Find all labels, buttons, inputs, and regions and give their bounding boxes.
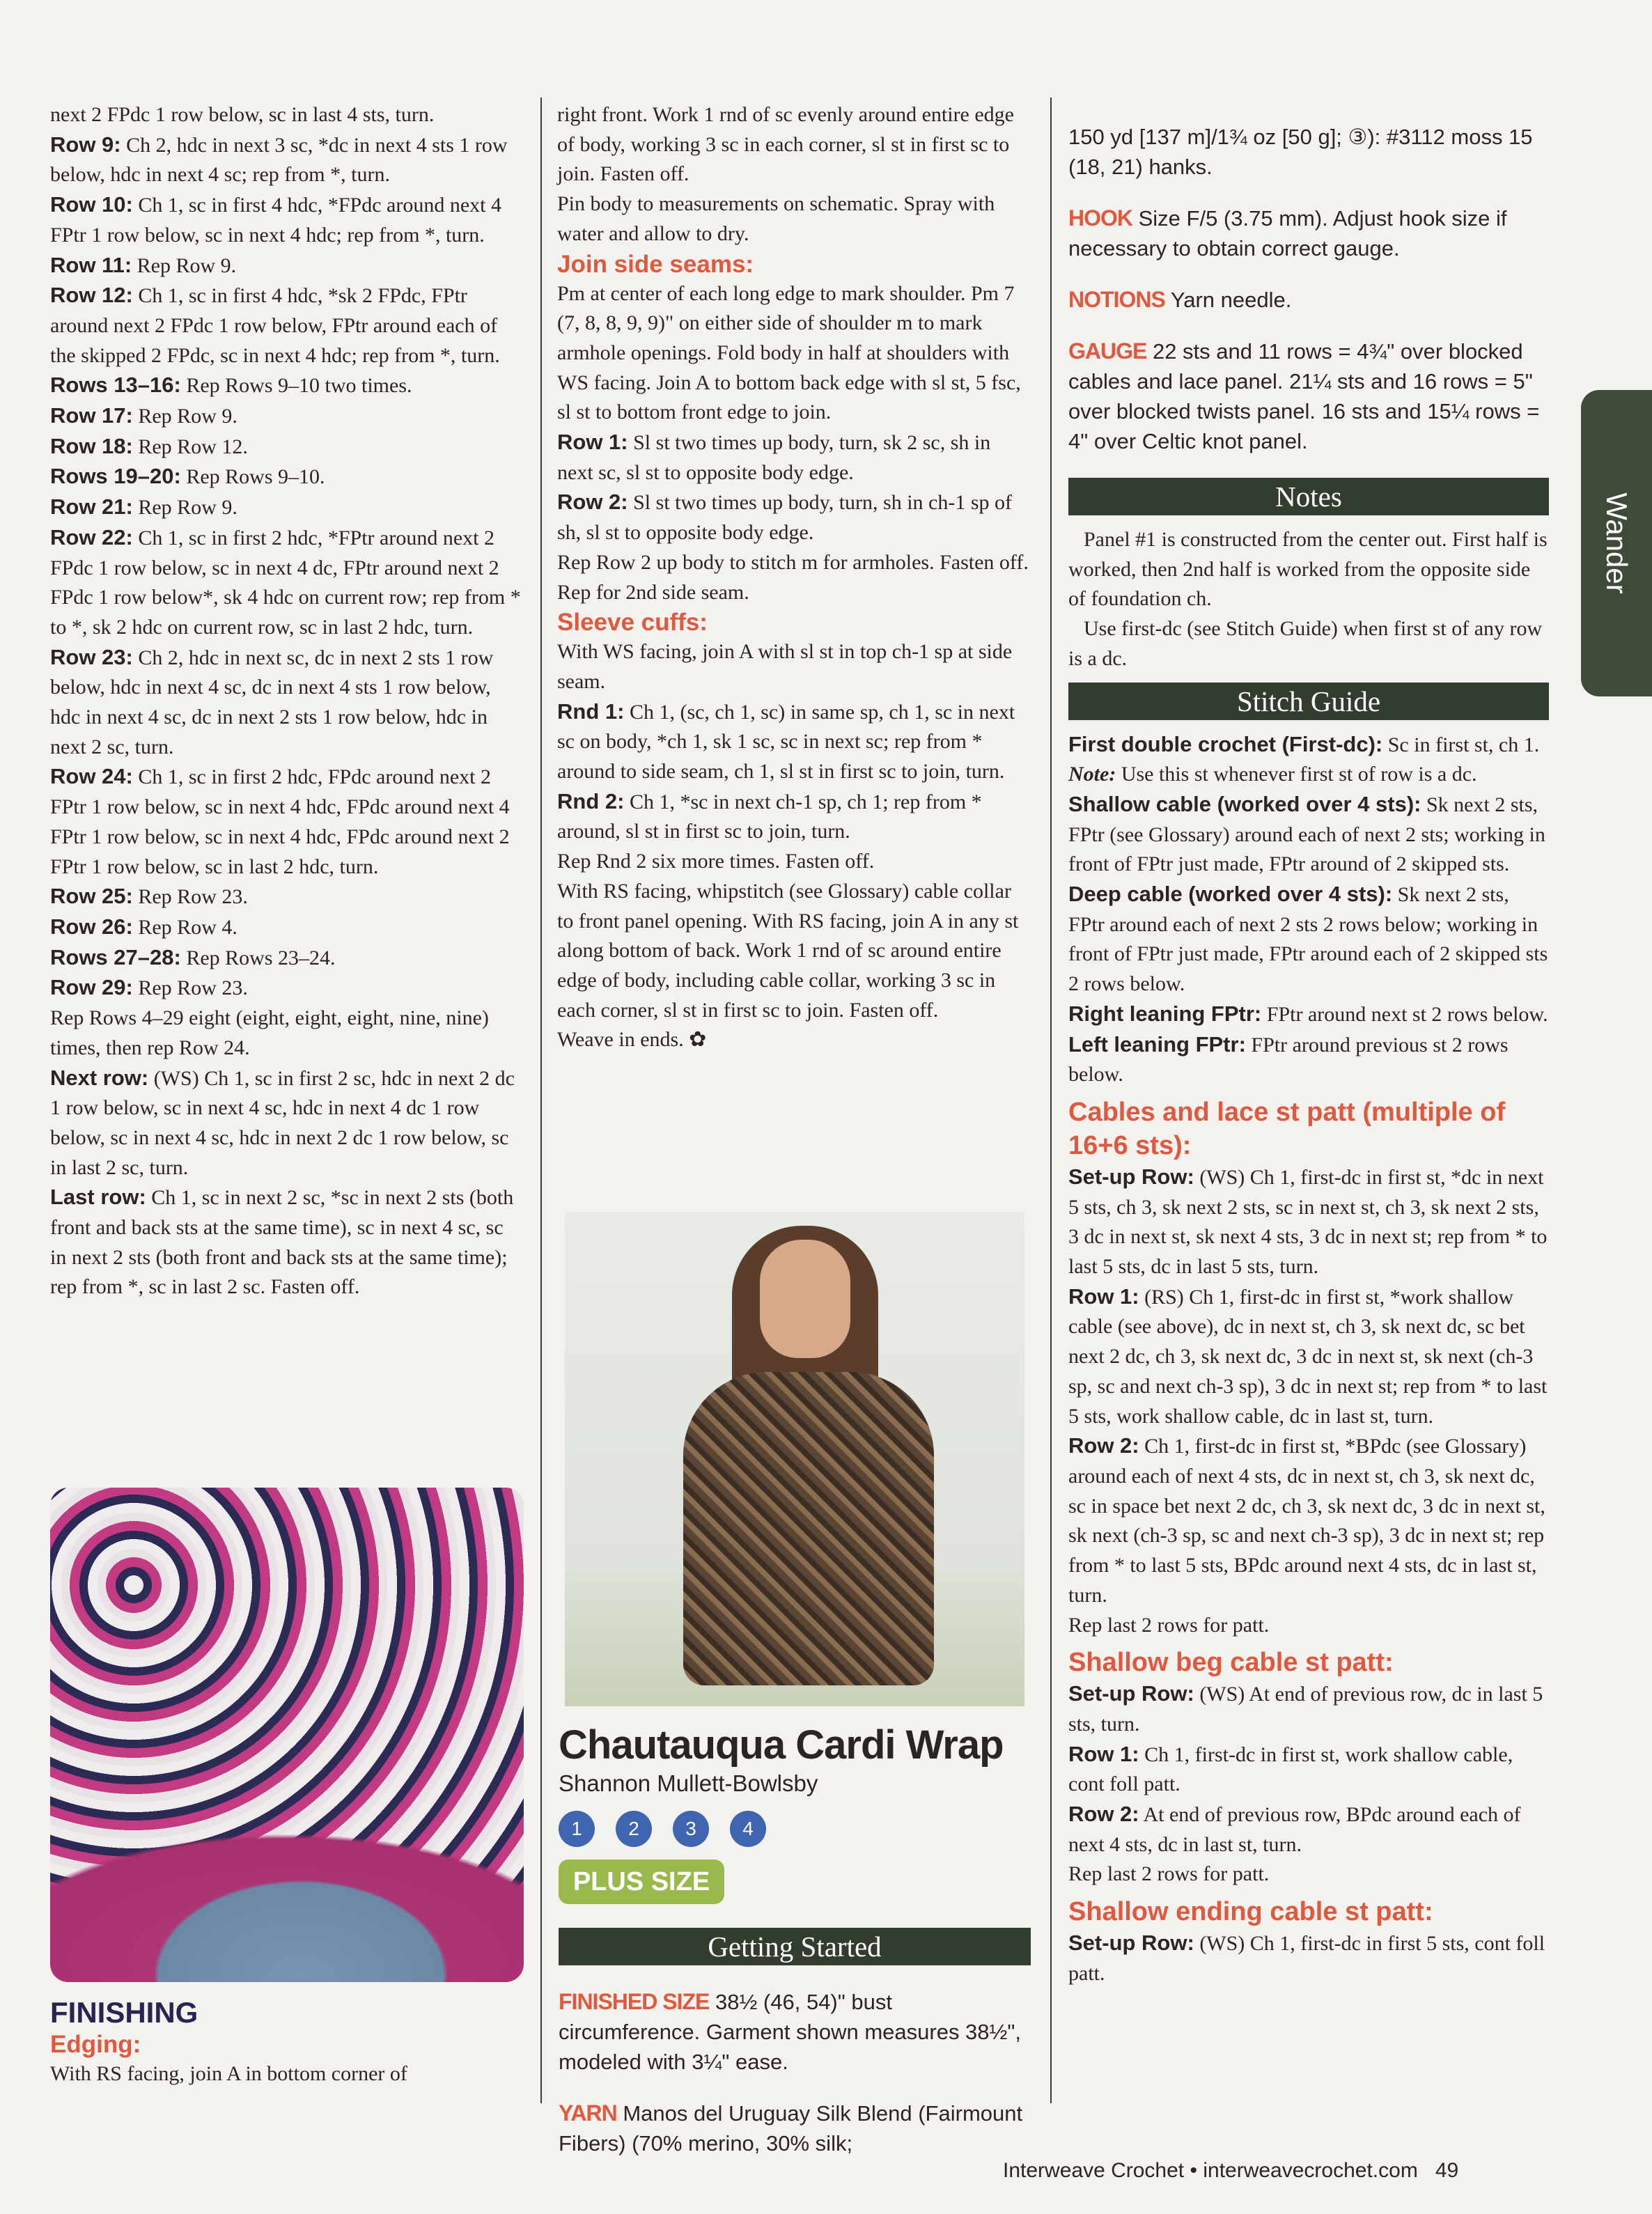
cables-lace-row-0: Set-up Row: (WS) Ch 1, first-dc in first st, *dc in next 5 sts, ch 3, sk next 2 sts, sc in next st, ch 3, sk next 2 sts, 3 dc in next st, sk next 4 sts, 3 dc in next st; rep from * to last 5 sts, dc in last 5 sts, turn. [1068,1164,1548,1279]
instruction-row-5: Row 2: Sl st two times up body, turn, sh in ch-1 sp of sh, sl st to opposite body edge. [557,490,1013,545]
instruction-row-6: Row 17: Rep Row 9. [50,403,237,428]
instruction-row-label: Row 17: [50,403,133,428]
yarn-text: Manos del Uruguay Silk Blend (Fairmount Fibers) (70% merino, 30% silk; [559,2101,1023,2155]
instruction-row-label: Rows 19–20: [50,464,181,489]
cables-lace-row-label: Row 1: [1068,1284,1139,1309]
yarn-continued: 150 yd [137 m]/1¾ oz [50 g]; ③): #3112 moss 15 (18, 21) hanks. [1068,125,1533,179]
instruction-row-11: Rnd 2: Ch 1, *sc in next ch-1 sp, ch 1; rep from * around, sl st in first sc to join, turn. [557,788,982,843]
shallow-end-row-0: Set-up Row: (WS) Ch 1, first-dc in first 5 sts, cont foll patt. [1068,1931,1545,1985]
page-footer [1003,2159,1458,2183]
shallow-beg-rows [1068,1679,1549,1889]
model-photo [565,1212,1024,1706]
instruction-row-8: Rows 19–20: Rep Rows 9–10. [50,464,325,489]
shallow-beg-row-1: Row 1: Ch 1, first-dc in first st, work shallow cable, cont foll patt. [1068,1741,1513,1796]
gauge [1068,336,1549,456]
instruction-row-label: Row 18: [50,433,133,458]
skill-level-3: 3 [673,1811,709,1847]
model-face [760,1240,850,1358]
instruction-row-label: Row 11: [50,252,132,277]
cables-lace-rows [1068,1162,1549,1640]
instruction-row-label: Next row: [50,1065,149,1090]
column-1 [50,100,524,1302]
instruction-row-label: Rows 27–28: [50,944,181,969]
note-2: Use first-dc (see Stitch Guide) when first st of any row is a dc. [1068,617,1543,670]
shallow-beg-row-label: Set-up Row: [1068,1681,1194,1706]
stitch-guide-item-label: Deep cable (worked over 4 sts): [1068,882,1393,907]
notes-heading: Notes [1068,478,1549,515]
shallow-end-rows [1068,1928,1549,1988]
cables-lace-row-3: Rep last 2 rows for patt. [1068,1613,1270,1637]
notions-label: NOTIONS [1068,287,1165,312]
instruction-row-label: Row 23: [50,644,133,669]
stitch-guide-item-0: First double crochet (First-dc): Sc in first st, ch 1. Note: Use this st whenever first st of row is a dc. [1068,731,1540,786]
finishing-section [50,1996,524,2089]
cables-lace-row-label: Set-up Row: [1068,1164,1194,1189]
instruction-row-12: Row 24: Ch 1, sc in first 2 hdc, FPdc around next 2 FPtr 1 row below, sc in next 4 hdc, FPdc around next 4 FPtr 1 row below, sc in next 4 hdc, FPdc around next 2 FPtr 1 row below, sc in last 2 hdc, turn. [50,764,510,878]
section-tab-label: Wander [1600,492,1633,594]
instruction-row-10: Row 22: Ch 1, sc in first 2 hdc, *FPtr around next 2 FPdc 1 row below, sc in next 4 dc, FPtr around next 2 FPdc 1 row below*, sk 4 hdc on current row; rep from * to *, sk 2 hdc on current row, sc in last 2 hdc, turn. [50,524,521,639]
instruction-row-7: Row 18: Rep Row 12. [50,433,248,458]
stitch-guide-item-label: Right leaning FPtr: [1068,1001,1262,1026]
finished-size [559,1987,1031,2077]
instruction-row-label: Row 21: [50,494,133,520]
instruction-row-13: With RS facing, whipstitch (see Glossary) cable collar to front panel opening. With RS facing, join A in any st along bottom of back. Work 1 rnd of sc around entire edge of body, including cable collar, working 3 sc in each corner, sl st in first sc to join. Fasten off. [557,879,1019,1022]
pattern-title: Chautauqua Cardi Wrap [559,1722,1004,1768]
instruction-row-label: Rnd 1: [557,699,625,724]
finished-size-label: FINISHED SIZE [559,1989,710,2014]
instruction-row-19: Last row: Ch 1, sc in next 2 sc, *sc in next 2 sts (both front and back sts at the same time), sc in next 4 sc, sc in next 2 sts (both front and back sts at the same time); rep from *, sc in last 2 sc. Fasten off. [50,1185,514,1299]
shallow-beg-row-2: Row 2: At end of previous row, BPdc around each of next 4 sts, dc in last st, turn. [1068,1802,1521,1856]
instruction-row-label: Rnd 2: [557,788,625,813]
column-rule-2 [1050,98,1052,2103]
note-label: Note: [1068,763,1116,786]
instruction-row-2: Row 10: Ch 1, sc in first 4 hdc, *FPdc around next 4 FPtr 1 row below, sc in next 4 hdc; rep from *, turn. [50,192,501,247]
skill-level-indicators [559,1811,766,1847]
yarn-label: YARN [559,2100,617,2126]
getting-started-heading: Getting Started [559,1928,1031,1965]
instruction-row-17: Rep Rows 4–29 eight (eight, eight, eight, nine, nine) times, then rep Row 24. [50,1006,489,1059]
instruction-row-3: Pm at center of each long edge to mark shoulder. Pm 7 (7, 8, 8, 9, 9)" on either side of shoulder m to mark armhole openings. Fold body in half at shoulders with WS facing. Join A to bottom back edge with sl st, 5 fsc, sl st to bottom front edge to join. [557,281,1021,424]
cables-lace-row-2: Row 2: Ch 1, first-dc in first st, *BPdc (see Glossary) around each of next 4 sts, dc in next st, ch 3, sk next dc, sc in space bet next 2 dc, ch 3, sk next dc, 3 dc in next st, sk next (ch-3 sp, sc and next ch-3 sp), 3 dc in next st; rep from * to last 5 sts, BPdc around next 4 sts, dc in last st, turn. [1068,1433,1545,1607]
instruction-row-6: Rep Row 2 up body to stitch m for armholes. Fasten off. [557,550,1029,574]
finished-size-text: 38½ (46, 54)" bust circumference. Garment shown measures 38½", modeled with 3¼" ease. [559,1990,1022,2074]
instruction-row-14: Weave in ends. ✿ [557,1028,707,1052]
instruction-row-16: Row 29: Rep Row 23. [50,975,248,1000]
instruction-row-14: Row 26: Rep Row 4. [50,914,237,939]
stitch-guide-item-label: Left leaning FPtr: [1068,1031,1246,1057]
instruction-row-label: Row 10: [50,192,133,217]
instruction-row-0: next 2 FPdc 1 row below, sc in last 4 sts, turn. [50,103,435,126]
footer-bullet: • [1190,2159,1197,2182]
edging-heading: Edging: [50,2031,141,2058]
getting-started-section [559,1919,1031,2180]
plus-size-badge: PLUS SIZE [559,1860,724,1904]
gauge-text: 22 sts and 11 rows = 4¾" over blocked cables and lace panel. 21¼ sts and 16 rows = 5" over blocked twists panel. 16 sts and 15¼ rows = 4" over Celtic knot panel. [1068,339,1540,453]
instruction-row-label: Row 25: [50,884,133,909]
page-number: 49 [1435,2159,1459,2182]
instruction-row-15: Rows 27–28: Rep Rows 23–24. [50,944,336,969]
shallow-beg-row-3: Rep last 2 rows for patt. [1068,1862,1270,1886]
instruction-row-10: Rnd 1: Ch 1, (sc, ch 1, sc) in same sp, ch 1, sc in next sc on body, *ch 1, sk 1 sc, sc in next sc; rep from * around to side seam, ch 1, sl st in first sc to join, turn. [557,699,1015,784]
finishing-heading: FINISHING [50,1996,198,2029]
shallow-end-heading: Shallow ending cable st patt: [1068,1897,1433,1927]
instruction-row-5: Rows 13–16: Rep Rows 9–10 two times. [50,373,412,398]
instruction-row-label: Last row: [50,1185,146,1210]
stitch-guide-heading: Stitch Guide [1068,683,1549,720]
instruction-row-label: Row 22: [50,524,133,549]
stitch-guide-item-label: First double crochet (First-dc): [1068,731,1383,756]
notions-text: Yarn needle. [1164,288,1292,312]
instruction-row-2: Join side seams: [557,250,754,278]
footer-magazine: Interweave Crochet [1003,2159,1185,2182]
column-2 [557,100,1031,1055]
cables-lace-row-1: Row 1: (RS) Ch 1, first-dc in first st, *work shallow cable (see above), dc in next st, ch 3, sk next dc, sc bet next 2 dc, ch 3, sk next dc, 3 dc in next st, sk next (ch-3 sp, sc and next ch-3 sp), 3 dc in next st; rep from * to last 5 sts, work shallow cable, dc in last st, turn. [1068,1284,1548,1428]
instruction-row-label: Rows 13–16: [50,373,181,398]
pattern-author: Shannon Mullett-Bowlsby [559,1770,818,1796]
hook-text: Size F/5 (3.75 mm). Adjust hook size if necessary to obtain correct gauge. [1068,206,1507,260]
swatch-closeup-photo [50,1488,524,1982]
instruction-row-13: Row 25: Rep Row 23. [50,884,248,909]
gauge-label: GAUGE [1068,338,1147,364]
section-tab [1581,390,1652,696]
skill-level-1: 1 [559,1811,595,1847]
stitch-guide-item-3: Right leaning FPtr: FPtr around next st 2 rows below. [1068,1001,1548,1026]
shallow-end-row-label: Set-up Row: [1068,1931,1194,1956]
instruction-row-4: Row 12: Ch 1, sc in first 4 hdc, *sk 2 FPdc, FPtr around next 2 FPdc 1 row below, FPtr around each of the skipped 2 FPdc, sc in next 4 hdc; rep from *, turn. [50,283,500,367]
instruction-row-1: Row 9: Ch 2, hdc in next 3 sc, *dc in next 4 sts 1 row below, hdc in next 4 sc; rep from *, turn. [50,132,508,187]
edging-text: With RS facing, join A in bottom corner of [50,2062,407,2085]
wrap-garment [683,1372,934,1685]
skill-level-4: 4 [730,1811,766,1847]
stitch-guide-item-label: Shallow cable (worked over 4 sts): [1068,791,1421,816]
instruction-row-12: Rep Rnd 2 six more times. Fasten off. [557,850,875,873]
instruction-row-label: Row 9: [50,132,121,157]
stitch-guide-item-4: Left leaning FPtr: FPtr around previous st 2 rows below. [1068,1031,1509,1086]
instruction-row-9: With WS facing, join A with sl st in top ch-1 sp at side seam. [557,640,1013,693]
instruction-row-label: Row 2: [557,490,628,515]
instruction-row-label: Row 26: [50,914,133,939]
footer-site: interweavecrochet.com [1203,2159,1418,2182]
instruction-row-9: Row 21: Rep Row 9. [50,494,237,520]
instruction-row-4: Row 1: Sl st two times up body, turn, sk 2 sc, sh in next sc, sl st to opposite body edge. [557,430,991,484]
shallow-beg-row-0: Set-up Row: (WS) At end of previous row, dc in last 5 sts, turn. [1068,1681,1543,1736]
instruction-row-18: Next row: (WS) Ch 1, sc in first 2 sc, hdc in next 2 dc 1 row below, sc in next 4 sc, hdc in next 4 dc 1 row below, sc in next 4 sc, hdc in next 2 dc 1 row below, sc in last 2 sc, turn. [50,1065,515,1179]
instruction-row-8: Sleeve cuffs: [557,609,708,637]
shallow-beg-heading: Shallow beg cable st patt: [1068,1648,1394,1678]
instruction-row-3: Row 11: Rep Row 9. [50,252,237,277]
hook [1068,203,1549,263]
skill-level-2: 2 [616,1811,652,1847]
stitch-guide-item-2: Deep cable (worked over 4 sts): Sk next 2 sts, FPtr around each of next 2 sts 2 rows below; working in front of FPtr just made, FPtr around each of 2 skipped sts 2 rows below. [1068,882,1548,996]
instruction-row-0: right front. Work 1 rnd of sc evenly around entire edge of body, working 3 sc in each corner, sl st in first sc to join. Fasten off. [557,103,1015,186]
column-rule-1 [540,98,542,2103]
notions [1068,285,1549,315]
cables-lace-heading: Cables and lace st patt (multiple of 16+6 sts): [1068,1097,1506,1160]
hook-label: HOOK [1068,205,1132,231]
stitch-guide-list [1068,730,1549,1090]
instruction-row-label: Row 12: [50,283,133,308]
instruction-row-label: Row 24: [50,764,133,789]
instruction-row-7: Rep for 2nd side seam. [557,580,749,604]
cables-lace-row-label: Row 2: [1068,1433,1139,1458]
stitch-guide-item-1: Shallow cable (worked over 4 sts): Sk next 2 sts, FPtr (see Glossary) around each of next 2 sts; working in front of FPtr just made, FPtr around of 2 skipped sts. [1068,791,1545,876]
instruction-row-1: Pin body to measurements on schematic. Spray with water and allow to dry. [557,192,995,245]
shallow-beg-row-label: Row 2: [1068,1802,1139,1827]
column-3 [1068,100,1549,1989]
yarn [559,2098,1031,2158]
instruction-row-label: Row 29: [50,975,133,1000]
instruction-row-label: Row 1: [557,430,628,455]
shallow-beg-row-label: Row 1: [1068,1741,1139,1766]
instruction-row-11: Row 23: Ch 2, hdc in next sc, dc in next 2 sts 1 row below, hdc in next 4 sc, dc in next 4 sts 1 row below, hdc in next 4 sc, dc in next 2 sts 1 row below, hdc in next 2 sc, turn. [50,644,494,758]
note-1: Panel #1 is constructed from the center out. First half is worked, then 2nd half is worked from the opposite side of foundation ch. [1068,528,1548,611]
